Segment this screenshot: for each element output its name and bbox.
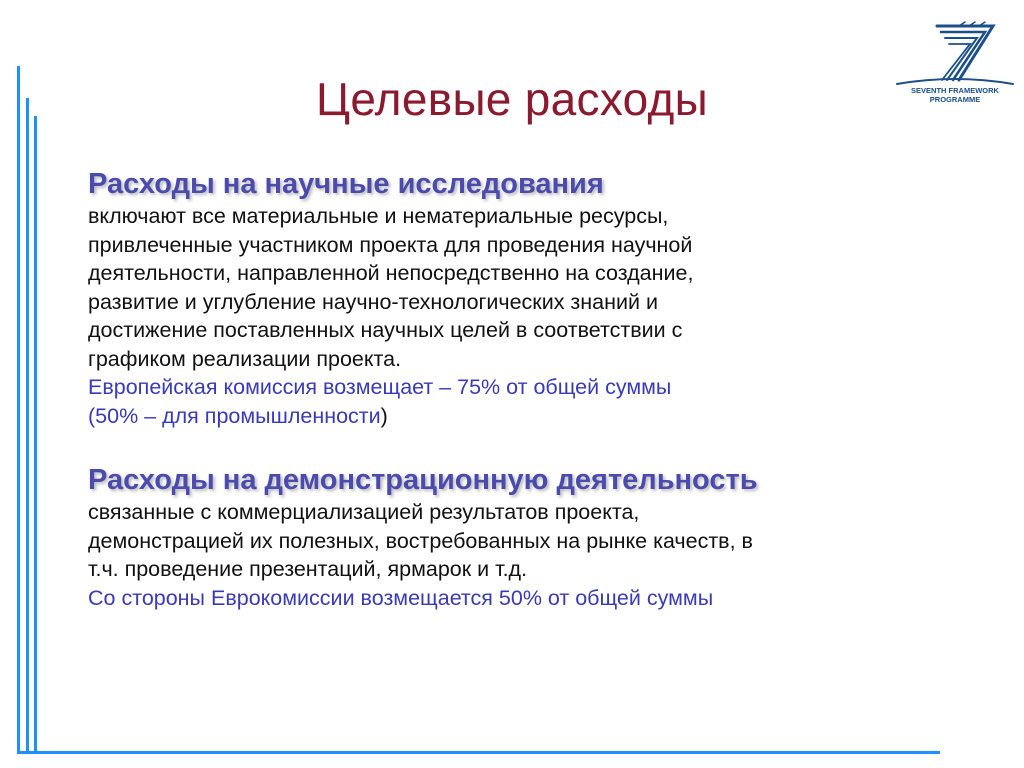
section-heading: Расходы на демонстрационную деятельность xyxy=(88,464,758,496)
body-line: включают все материальные и нематериальные ресурсы, xyxy=(88,204,669,228)
frame-vertical-line-2 xyxy=(26,98,29,754)
body-line: развитие и углубление научно-технологических знаний и xyxy=(88,289,658,314)
section-demonstration xyxy=(88,462,888,612)
section-spacer xyxy=(88,430,888,462)
body-line: графиком реализации проекта. xyxy=(88,346,402,371)
body-line: достижение поставленных научных целей в соответствии с xyxy=(88,318,683,342)
slide-content xyxy=(88,166,888,612)
closing-paren: ) xyxy=(380,403,388,428)
body-line: т.ч. проведение презентаций, ярмарок и т.д. xyxy=(88,557,528,581)
body-line: демонстрацией их полезных, востребованных на рынке качеств, в xyxy=(88,528,753,553)
section-heading: Расходы на научные исследования xyxy=(88,168,604,200)
body-line: привлеченные участником проекта для проведения научной xyxy=(88,232,693,257)
body-line: связанные с коммерциализацией результатов проекта, xyxy=(88,500,640,524)
slide-title: Целевые расходы xyxy=(316,73,708,125)
reimbursement-note: Европейская комиссия возмещает – 75% от общей суммы xyxy=(88,375,672,399)
reimbursement-note-industry xyxy=(88,402,888,431)
frame-vertical-line-3 xyxy=(34,116,37,754)
frame-horizontal-line xyxy=(17,751,940,754)
fp7-logo-icon xyxy=(893,18,1017,128)
reimbursement-note: Со стороны Еврокомиссии возмещается 50% от общей суммы xyxy=(88,585,714,610)
logo-caption-line-1: SEVENTH FRAMEWORK xyxy=(911,86,999,95)
industry-rate-text: (50% – для промышленности xyxy=(88,403,381,428)
section-research xyxy=(88,166,888,430)
body-line: деятельности, направленной непосредственно на создание, xyxy=(88,261,694,285)
logo-caption-line-2: PROGRAMME xyxy=(929,95,981,104)
frame-vertical-line-1 xyxy=(17,66,20,754)
